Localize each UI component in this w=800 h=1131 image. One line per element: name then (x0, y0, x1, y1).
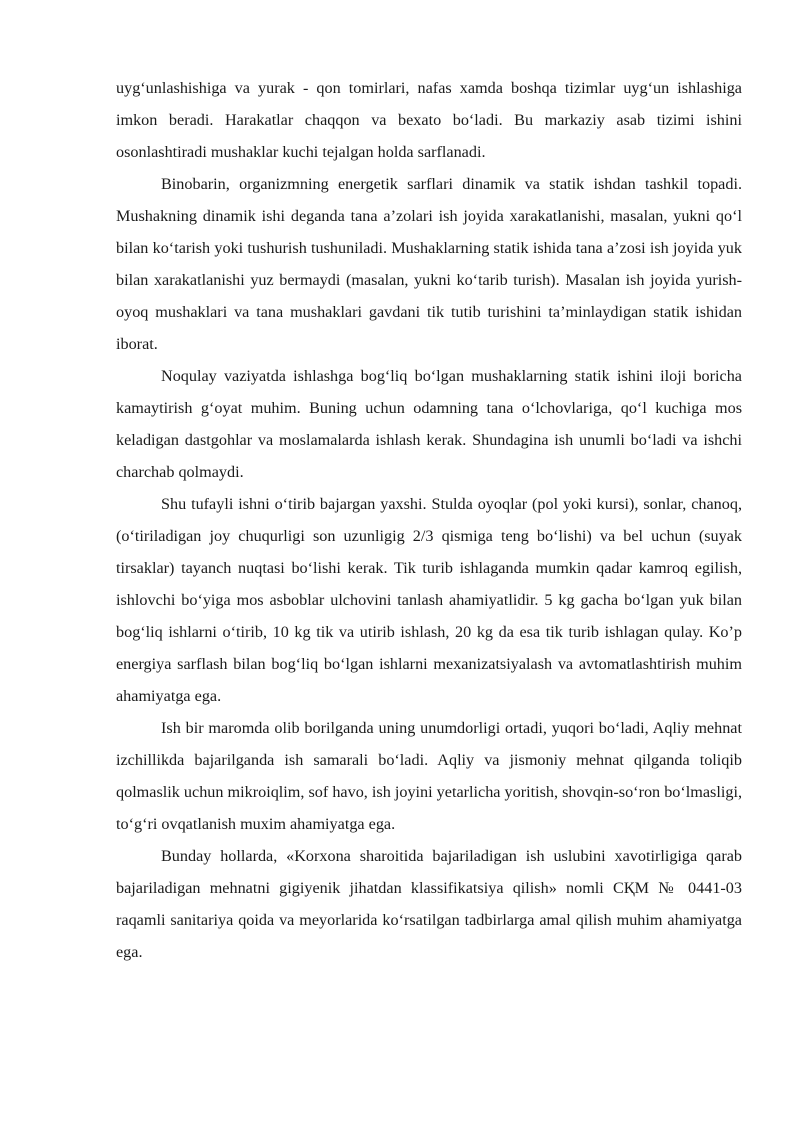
paragraph-2: Binobarin, organizmning energetik sarflari dinamik va statik ishdan tashkil topadi. Mushakning dinamik ishi deganda tana a’zolari ish joyida xarakatlanishi, masalan, yukni qo‘l bilan ko‘tarish yoki tushurish tushuniladi. Mushaklarning statik ishida tana a’zosi ish joyida yuk bilan xarakatlanishi yuz bermaydi (masalan, yukni ko‘tarib turish). Masalan ish joyida yurish- oyoq mushaklari va tana mushaklari gavdani tik tutib turishini ta’minlaydigan statik ishidan iborat. (116, 175, 742, 353)
paragraph-3: Noqulay vaziyatda ishlashga bog‘liq bo‘lgan mushaklarning statik ishini iloji boricha kamaytirish g‘oyat muhim. Buning uchun odamning tana o‘lchovlariga, qo‘l kuchiga mos keladigan dastgohlar va moslamalarda ishlash kerak. Shundagina ish unumli bo‘ladi va ishchi charchab qolmaydi. (116, 367, 742, 481)
paragraph-4: Shu tufayli ishni o‘tirib bajargan yaxshi. Stulda oyoqlar (pol yoki kursi), sonlar, chanoq, (o‘tiriladigan joy chuqurligi son uzunligig 2/3 qismiga teng bo‘lishi) va bel uchun (suyak tirsaklar) tayanch nuqtasi bo‘lishi kerak. Tik turib ishlaganda mumkin qadar kamroq egilish, ishlovchi bo‘yiga mos asboblar ulchovini tanlash ahamiyatlidir. 5 kg gacha bo‘lgan yuk bilan bog‘liq ishlarni o‘tirib, 10 kg tik va utirib ishlash, 20 kg da esa tik turib ishlagan qulay. Ko’p energiya sarflash bilan bog‘liq bo‘lgan ishlarni mexanizatsiyalash va avtomatlashtirish muhim ahamiyatga ega. (116, 495, 742, 705)
paragraph-5: Ish bir maromda olib borilganda uning unumdorligi ortadi, yuqori bo‘ladi, Aqliy mehnat izchillikda bajarilganda ish samarali bo‘ladi. Aqliy va jismoniy mehnat qilganda toliqib qolmaslik uchun mikroiqlim, sof havo, ish joyini yetarlicha yoritish, shovqin-so‘ron bo‘lmasligi, to‘g‘ri ovqatlanish muxim ahamiyatga ega. (116, 719, 742, 833)
document-body (116, 72, 742, 968)
paragraph-1: uyg‘unlashishiga va yurak - qon tomirlari, nafas xamda boshqa tizimlar uyg‘un ishlashiga imkon beradi. Harakatlar chaqqon va bexato bo‘ladi. Bu markaziy asab tizimi ishini osonlashtiradi mushaklar kuchi tejalgan holda sarflanadi. (116, 79, 742, 161)
paragraph-6: Bunday hollarda, «Korxona sharoitida bajariladigan ish uslubini xavotirligiga qarab bajariladigan mehnatni gigiyenik jihatdan klassifikatsiya qilish» nomli СҚМ № 0441-03 raqamli sanitariya qoida va meyorlarida ko‘rsatilgan tadbirlarga amal qilish muhim ahamiyatga ega. (116, 847, 742, 961)
